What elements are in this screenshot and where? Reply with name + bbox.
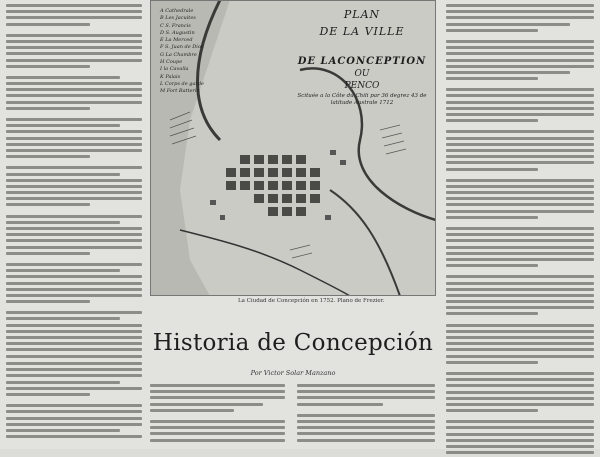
text-line [6,16,142,19]
text-line [150,403,263,406]
text-line [6,423,142,426]
text-line [446,378,594,381]
text-line [6,101,142,104]
text-line [446,355,594,358]
text-line [6,324,142,327]
map-legend-item: I la Cavalla [160,66,189,73]
text-line [446,227,594,230]
map-legend-item: F S. Juan de Dios [160,44,204,51]
text-line [6,381,120,384]
text-line [6,166,142,169]
text-line [6,10,142,13]
map-legend-item: D S. Augustin [160,29,195,36]
text-line [6,355,142,358]
text-line [6,246,142,249]
map-title-penco: PENCO [344,81,380,91]
text-line [446,397,594,400]
text-line [446,233,594,236]
text-line [6,282,142,285]
text-line [446,258,594,261]
text-line [150,384,285,387]
bottom-mid2-column-text [297,384,435,445]
text-line [446,252,594,255]
text-line [297,414,435,417]
text-line [446,439,594,442]
text-line [6,107,90,110]
text-line [446,426,594,429]
text-line [6,59,142,62]
text-line [6,275,142,278]
text-line [446,282,594,285]
text-line [6,362,142,365]
article-headline: Historia de Concepción [152,330,434,356]
paragraph-gap [6,210,142,215]
text-line [446,445,594,448]
text-line [446,101,594,104]
text-line [6,317,120,320]
text-line [446,312,538,315]
text-line [446,391,594,394]
text-line [446,94,594,97]
text-line [297,390,435,393]
text-line [6,368,142,371]
text-line [6,410,142,413]
text-line [446,342,594,345]
text-line [446,143,594,146]
map-title-concepcion: DE LACONCEPTION [297,56,427,67]
text-line [446,300,594,303]
text-line [446,16,594,19]
text-line [446,288,594,291]
text-line [6,4,142,7]
map-legend-item: E La Merced [160,37,193,44]
map-legend-item: A Cathedrale [160,8,194,14]
text-line [6,269,120,272]
text-line [6,227,142,230]
left-column-text [6,4,142,361]
text-line [446,88,594,91]
text-line [446,451,594,454]
text-line [6,155,90,158]
map-legend [160,8,232,96]
text-line [6,417,142,420]
text-line [446,191,594,194]
text-line [6,52,142,55]
text-line [446,246,594,249]
text-line [6,65,90,68]
text-line [446,185,594,188]
text-line [446,149,594,152]
text-line [446,433,594,436]
right-column-text [446,4,594,457]
text-line [6,342,142,345]
text-line [6,404,142,407]
text-line [446,239,594,242]
text-line [446,403,594,406]
map-title-plan: PLAN [343,8,381,21]
text-line [6,124,120,127]
text-line [446,384,594,387]
text-line [297,426,435,429]
map-legend-item: C S. Francis [160,22,191,29]
article-byline: Por Victor Solar Manzano [250,369,336,377]
text-line [297,420,435,423]
text-line [6,429,120,432]
text-line [150,432,285,435]
text-line [446,361,538,364]
text-line [6,239,142,242]
map-title-ou: OU [354,69,370,79]
text-line [6,393,90,396]
text-line [150,439,285,442]
text-line [446,275,594,278]
text-line [6,387,142,390]
text-line [6,34,142,37]
text-line [446,4,594,7]
text-line [6,118,142,121]
text-line [446,216,538,219]
text-line [446,137,594,140]
text-line [150,409,234,412]
text-line [446,155,594,158]
map-legend-item: B Les Jacuites [160,15,196,22]
bottom-mid1-column-text [150,384,285,445]
text-line [446,372,594,375]
text-line [446,294,594,297]
text-line [446,52,594,55]
text-line [150,390,285,393]
text-line [6,179,142,182]
text-line [6,46,142,49]
text-line [446,59,594,62]
map-title-ville: DE LA VILLE [319,25,405,38]
text-line [6,263,142,266]
text-line [6,215,142,218]
text-line [446,420,594,423]
text-line [6,252,90,255]
text-line [446,306,594,309]
text-line [6,348,142,351]
text-line [6,130,142,133]
text-line [446,77,538,80]
text-line [446,71,570,74]
text-line [6,221,120,224]
text-line [6,137,142,140]
text-line [6,82,142,85]
text-line [446,29,538,32]
text-line [6,203,90,206]
text-line [6,76,120,79]
map-title-subtitle: Scituée a la Côte du Chili par 36 degrez 43 de latitude Australe 1712 [297,93,427,106]
map-legend-item: M Fort Batterie [160,88,200,95]
text-line [297,439,435,442]
text-line [446,168,538,171]
text-line [446,409,538,412]
text-line [446,119,538,122]
text-line [446,203,594,206]
map-title [292,8,432,107]
image-caption: La Ciudad de Concepción en 1752. Plano de Frezier. [238,298,385,304]
text-line [446,330,594,333]
text-line [297,432,435,435]
text-line [6,143,142,146]
text-line [150,420,285,423]
text-line [446,348,594,351]
text-line [297,396,435,399]
text-line [6,185,142,188]
text-line [446,179,594,182]
bottom-left-column-text [6,362,142,441]
text-line [6,288,142,291]
text-line [446,210,594,213]
text-line [6,311,142,314]
text-line [446,40,594,43]
text-line [6,197,142,200]
text-line [6,294,142,297]
text-line [6,173,120,176]
text-line [6,23,90,26]
text-line [297,384,435,387]
text-line [6,336,142,339]
text-line [446,65,594,68]
text-line [446,336,594,339]
text-line [446,264,538,267]
text-line [6,330,142,333]
map-legend-item: K Palais [160,73,181,80]
text-line [446,197,594,200]
text-line [446,10,594,13]
text-line [297,403,383,406]
text-line [6,233,142,236]
text-line [446,130,594,133]
text-line [446,107,594,110]
text-line [6,88,142,91]
text-line [446,161,594,164]
text-line [150,396,285,399]
text-line [6,191,142,194]
paragraph-gap [446,319,594,324]
paragraph-gap [446,174,594,179]
map-legend-item: L Corps de garde [160,80,204,87]
text-line [6,94,142,97]
text-line [446,23,570,26]
text-line [6,300,90,303]
text-line [6,435,142,438]
text-line [6,374,142,377]
text-line [6,149,142,152]
text-line [6,40,142,43]
text-line [446,46,594,49]
map-legend-item: G La Chambre [160,51,197,58]
map-legend-item: H Coupe [160,59,183,66]
text-line [446,113,594,116]
text-line [446,324,594,327]
text-line [150,426,285,429]
